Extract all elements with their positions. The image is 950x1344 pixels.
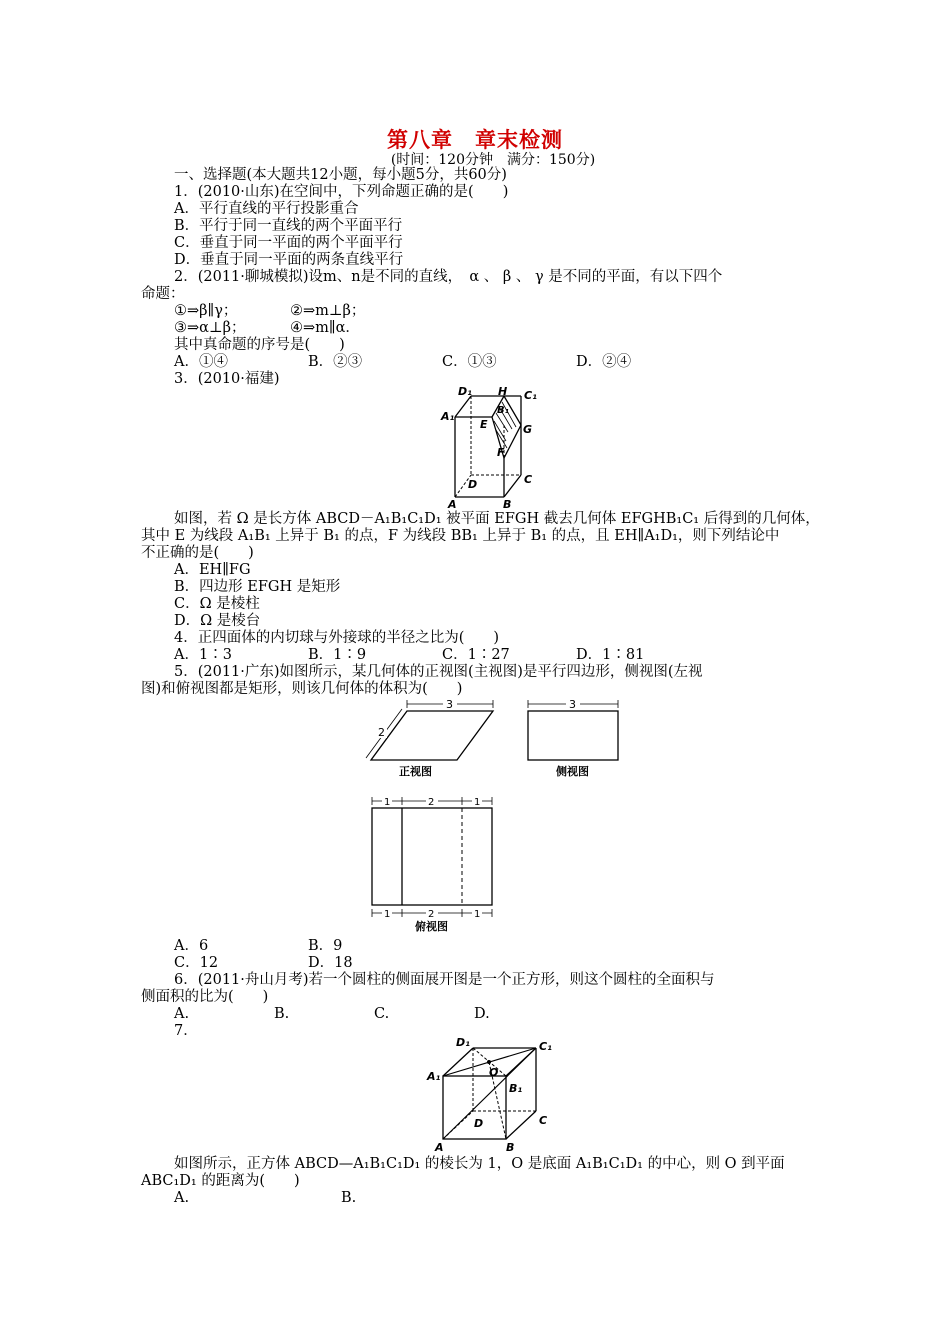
q2-ask: 其中真命题的序号是( )	[174, 337, 345, 353]
top-dim-2: 2	[428, 797, 435, 808]
q7-text-2: ABC₁D₁ 的距离为( )	[141, 1173, 300, 1189]
label-a: A	[448, 498, 457, 511]
q3-text-1: 如图，若 Ω 是长方体 ABCD－A₁B₁C₁D₁ 被平面 EFGH 截去几何体 EFGHB₁C₁ 后得到的几何体，	[174, 511, 820, 527]
side-view-label: 侧视图	[556, 765, 589, 778]
q6-option-d: D.	[474, 1006, 490, 1022]
bottom-dim-2: 2	[428, 909, 435, 920]
q2-option-c: C．①③	[442, 354, 497, 370]
cube-label-c1: C₁	[539, 1040, 552, 1053]
q3-option-b: B．四边形 EFGH 是矩形	[174, 579, 341, 595]
q2-option-a: A．①④	[174, 354, 228, 370]
q7-text-1: 如图所示，正方体 ABCD—A₁B₁C₁D₁ 的棱长为 1，O 是底面 A₁B₁C₁D₁ 的中心，则 O 到平面	[174, 1156, 785, 1172]
q3-stem: 3．(2010·福建)	[174, 371, 280, 387]
q2-prop-1: ①⇒β∥γ；	[174, 303, 238, 319]
front-dim-2: 2	[378, 726, 385, 739]
q6-option-b: B.	[274, 1006, 290, 1022]
cube-label-b1: B₁	[509, 1082, 523, 1095]
side-dim-3: 3	[569, 698, 576, 711]
bottom-dim-1-right: 1	[474, 909, 481, 920]
q2-prop-2: ②⇒m⊥β；	[290, 303, 366, 319]
cube-label-b: B	[506, 1141, 515, 1154]
q3-option-d: D．Ω 是棱台	[174, 613, 261, 629]
q3-option-c: C．Ω 是棱柱	[174, 596, 260, 612]
q5-option-d: D．18	[308, 955, 353, 971]
label-f: F	[497, 446, 505, 459]
q6-option-a: A.	[174, 1006, 190, 1022]
label-d: D	[468, 478, 478, 491]
cube-label-a: A	[435, 1141, 444, 1154]
top-view-label: 俯视图	[415, 920, 448, 933]
label-g: G	[523, 423, 533, 436]
q3-text-3: 不正确的是( )	[141, 545, 254, 561]
label-e: E	[480, 418, 488, 431]
bottom-dim-1-left: 1	[384, 909, 391, 920]
q7-option-a: A.	[174, 1190, 190, 1206]
q2-stem: 2．(2011·聊城模拟)设m、n是不同的直线， α 、 β 、 γ 是不同的平面，有以下四个	[174, 269, 723, 285]
q4-option-d: D．1∶81	[576, 647, 645, 663]
q4-option-a: A．1∶3	[174, 647, 232, 663]
section-heading: 一、选择题(本大题共12小题，每小题5分，共60分)	[174, 167, 507, 183]
q5-option-a: A．6	[174, 938, 209, 954]
cube-label-a1: A₁	[427, 1070, 441, 1083]
cuboid-figure	[440, 385, 550, 510]
q2-prop-3: ③⇒α⊥β；	[174, 320, 246, 336]
front-view-label: 正视图	[399, 765, 432, 778]
top-dim-1-right: 1	[474, 797, 481, 808]
q2-option-b: B．②③	[308, 354, 363, 370]
q1-stem: 1．(2010·山东)在空间中，下列命题正确的是( )	[174, 184, 509, 200]
side-view-figure	[525, 696, 625, 778]
q3-option-a: A．EH∥FG	[174, 562, 251, 578]
page-title: 第八章 章末检测	[387, 128, 563, 152]
label-a1: A₁	[441, 410, 455, 423]
q5-option-c: C．12	[174, 955, 219, 971]
front-view-figure	[365, 696, 500, 778]
top-dim-1-left: 1	[384, 797, 391, 808]
label-c: C	[524, 473, 533, 486]
top-view-figure	[368, 793, 498, 933]
q6-stem: 6．(2011·舟山月考)若一个圆柱的侧面展开图是一个正方形，则这个圆柱的全面积与	[174, 972, 715, 988]
q1-option-d: D．垂直于同一平面的两条直线平行	[174, 252, 404, 268]
label-c1: C₁	[524, 389, 537, 402]
label-h: H	[498, 385, 508, 398]
cube-label-c: C	[539, 1114, 548, 1127]
cube-figure	[425, 1036, 560, 1154]
q7-number: 7．	[174, 1023, 198, 1039]
q1-option-a: A．平行直线的平行投影重合	[174, 201, 359, 217]
q5-stem-cont: 图)和俯视图都是矩形，则该几何体的体积为( )	[141, 681, 463, 697]
q2-stem-cont: 命题：	[141, 286, 185, 302]
label-b1: B₁	[497, 405, 510, 416]
q4-option-b: B．1∶9	[308, 647, 367, 663]
q5-stem: 5．(2011·广东)如图所示，某几何体的正视图(主视图)是平行四边形，侧视图(左视	[174, 664, 703, 680]
q1-option-b: B．平行于同一直线的两个平面平行	[174, 218, 403, 234]
label-d1: D₁	[458, 385, 472, 398]
q4-option-c: C．1∶27	[442, 647, 510, 663]
label-b: B	[503, 498, 512, 511]
q2-prop-4: ④⇒m∥α．	[290, 320, 360, 336]
page-subtitle: (时间：120分钟 满分：150分)	[390, 152, 596, 168]
q6-stem-cont: 侧面积的比为( )	[141, 989, 269, 1005]
cube-label-o: O	[489, 1066, 499, 1079]
cube-label-d1: D₁	[456, 1036, 470, 1049]
q1-option-c: C．垂直于同一平面的两个平面平行	[174, 235, 403, 251]
q4-stem: 4．正四面体的内切球与外接球的半径之比为( )	[174, 630, 500, 646]
q7-option-b: B.	[341, 1190, 357, 1206]
cube-label-d: D	[474, 1117, 484, 1130]
front-dim-3: 3	[446, 698, 453, 711]
q3-text-2: 其中 E 为线段 A₁B₁ 上异于 B₁ 的点，F 为线段 BB₁ 上异于 B₁ 的点，且 EH∥A₁D₁，则下列结论中	[141, 528, 780, 544]
q2-option-d: D．②④	[576, 354, 632, 370]
q6-option-c: C.	[374, 1006, 390, 1022]
q5-option-b: B．9	[308, 938, 343, 954]
